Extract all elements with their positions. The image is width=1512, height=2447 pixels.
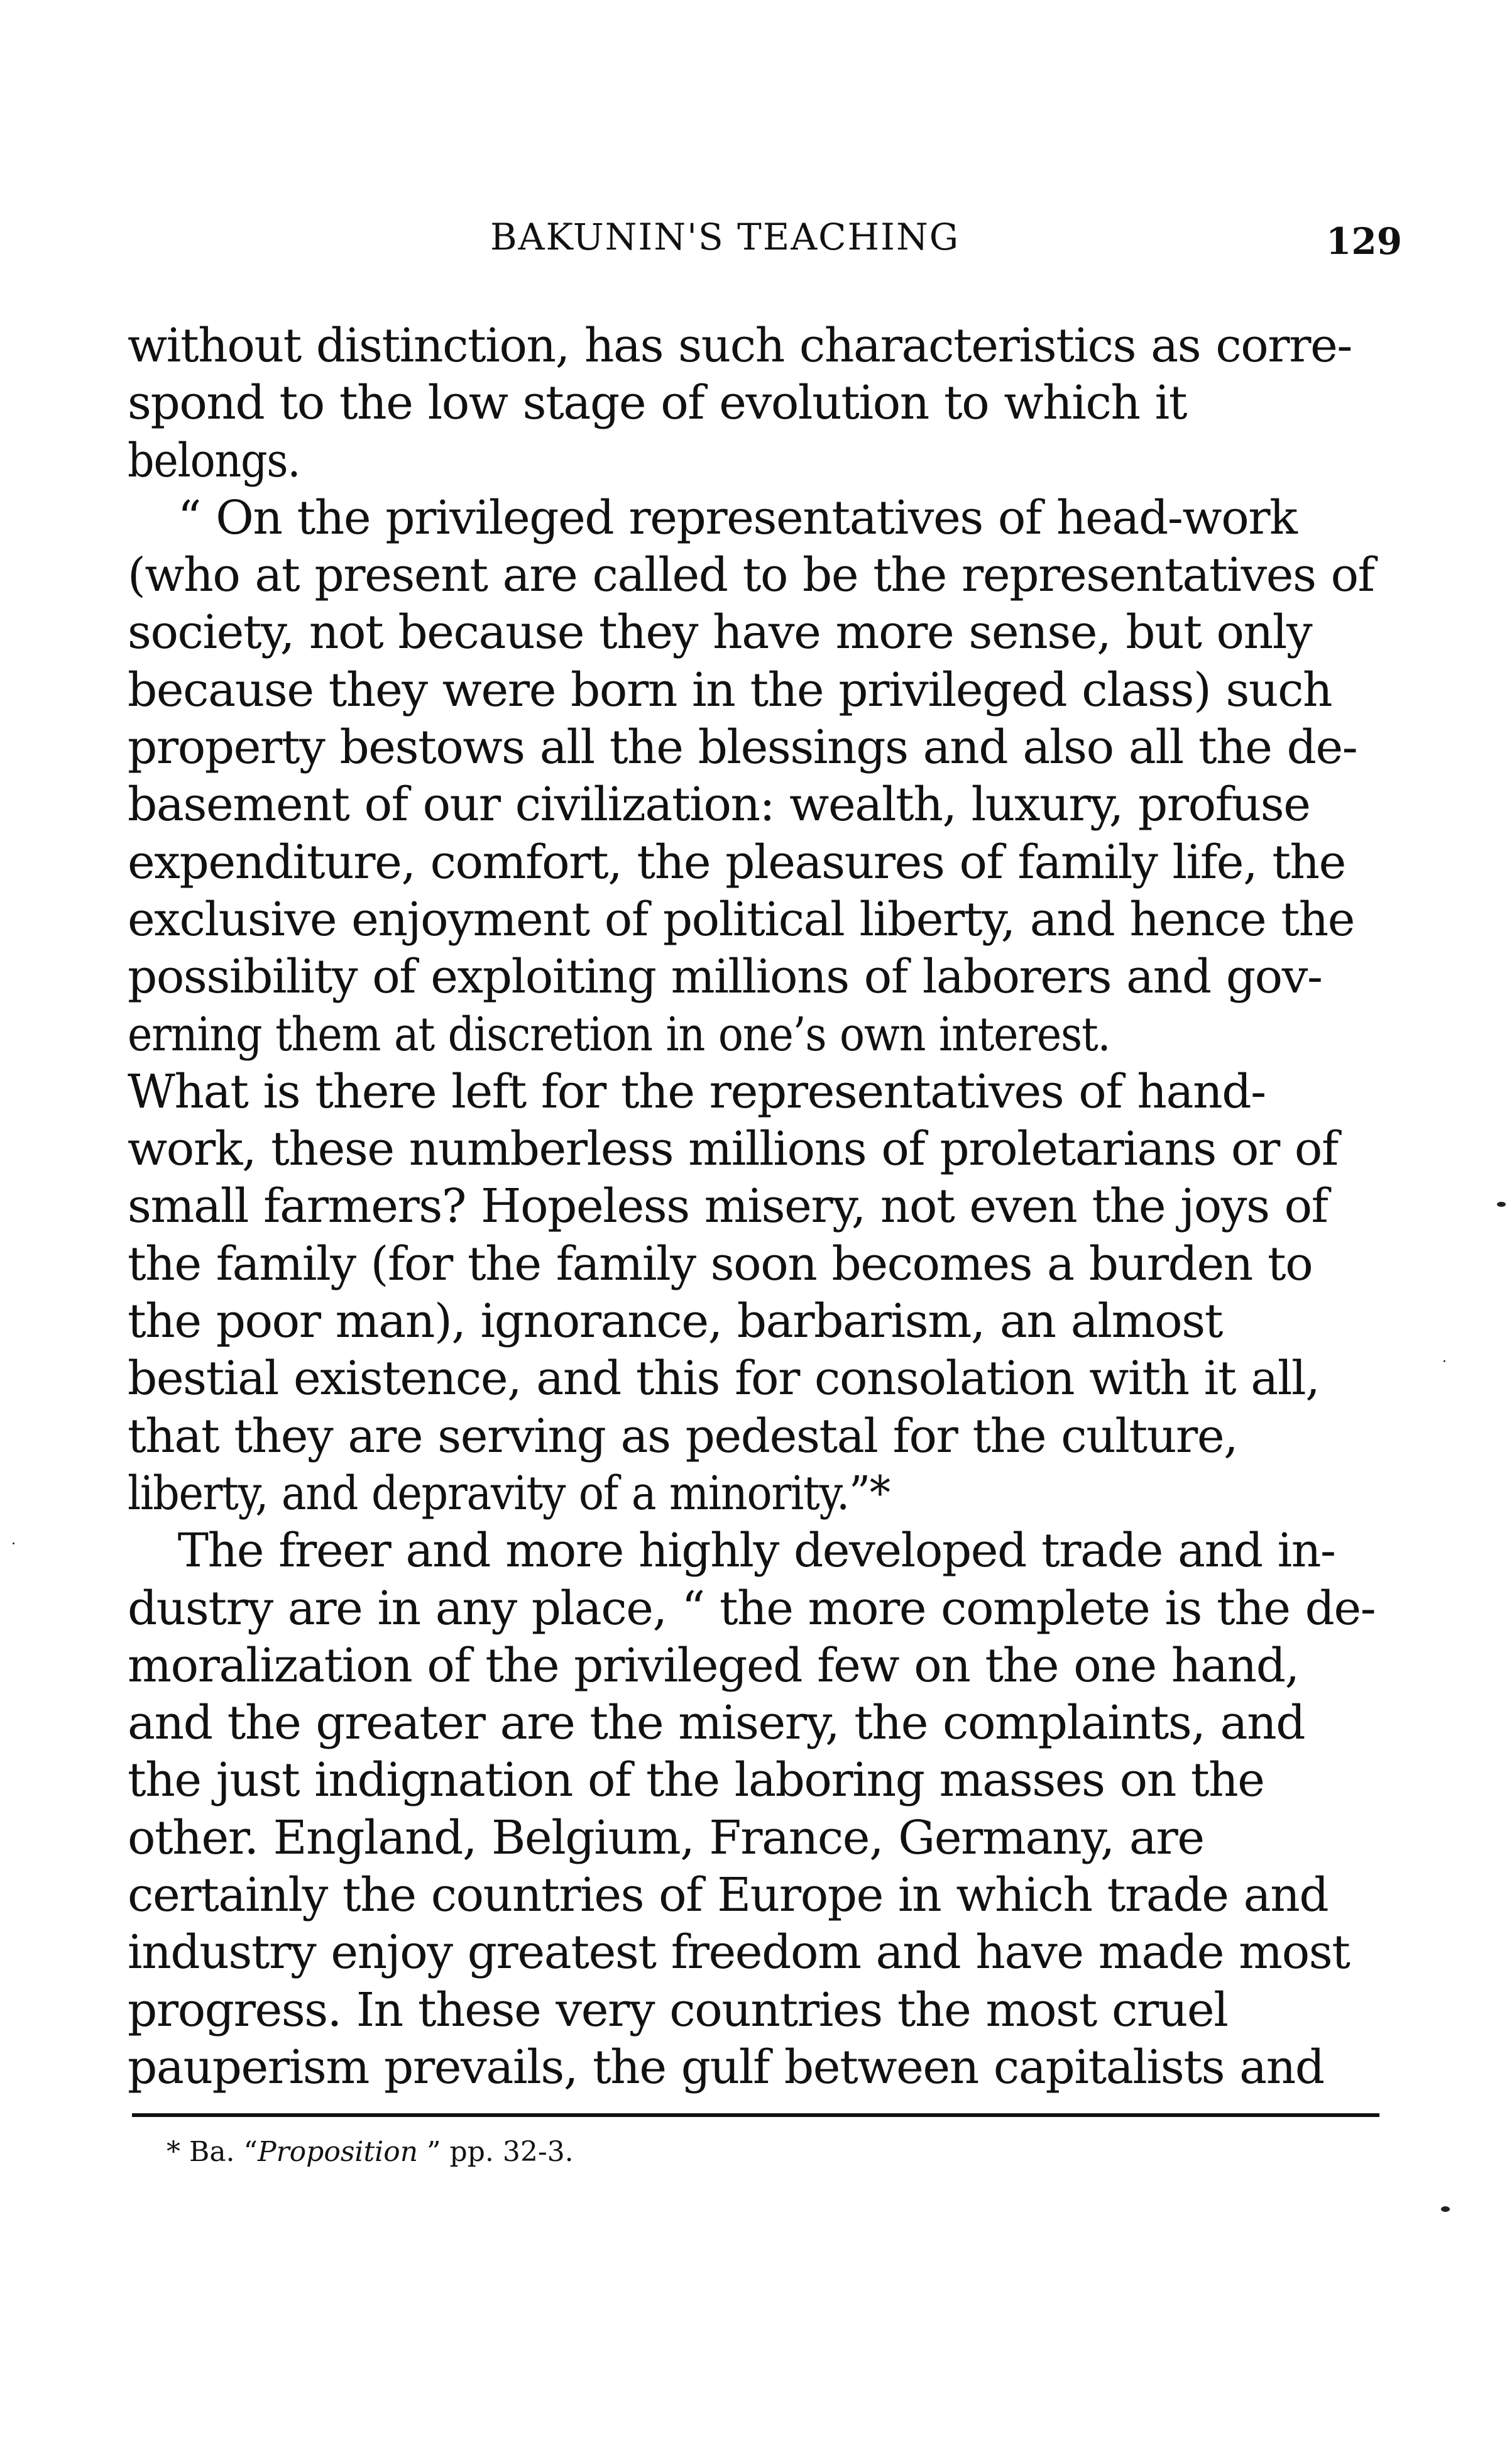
text-line: the family (for the family soon becomes a burden to — [128, 1236, 1313, 1291]
text-line: (who at present are called to be the representatives of — [128, 548, 1374, 603]
scan-speck — [1441, 2206, 1450, 2212]
text-line: “ On the privileged representatives of head-work — [177, 490, 1297, 545]
text-line: other. England, Belgium, France, Germany, are — [128, 1810, 1204, 1865]
text-line: expenditure, comfort, the pleasures of family life, the — [128, 835, 1345, 889]
text-line: that they are serving as pedestal for the culture, — [128, 1409, 1238, 1463]
footnote — [167, 2138, 574, 2166]
text-line: progress. In these very countries the most cruel — [128, 1982, 1228, 2037]
footnote-rule — [132, 2113, 1379, 2117]
text-line: bestial existence, and this for consolation with it all, — [128, 1351, 1320, 1406]
scan-speck — [1444, 1360, 1445, 1362]
scan-speck — [13, 1542, 14, 1544]
text-line: certainly the countries of Europe in which trade and — [128, 1868, 1328, 1923]
text-line: small farmers? Hopeless misery, not even the joys of — [128, 1179, 1328, 1234]
footnote-pages: ” pp. 32-3. — [418, 2136, 574, 2168]
running-head-title: BAKUNIN'S TEACHING — [490, 216, 960, 258]
footnote-marker: * Ba. “ — [167, 2136, 258, 2168]
footnote-title: Proposition — [258, 2136, 419, 2168]
text-line: the just indignation of the laboring masses on the — [128, 1753, 1264, 1808]
text-line: moralization of the privileged few on the one hand, — [128, 1638, 1299, 1693]
text-line: because they were born in the privileged class) such — [128, 663, 1332, 717]
text-line: exclusive enjoyment of political liberty, and hence the — [128, 892, 1355, 947]
text-line: erning them at discretion in one’s own interest. — [128, 1007, 1110, 1062]
page-number: 129 — [1326, 220, 1403, 263]
text-line: possibility of exploiting millions of laborers and gov- — [128, 950, 1322, 1004]
text-line: the poor man), ignorance, barbarism, an almost — [128, 1294, 1222, 1349]
scan-speck — [1497, 1202, 1506, 1207]
text-line: The freer and more highly developed trade and in- — [177, 1524, 1335, 1578]
text-line: industry enjoy greatest freedom and have made most — [128, 1925, 1350, 1980]
text-line: basement of our civilization: wealth, luxury, profuse — [128, 778, 1310, 832]
text-line: work, these numberless millions of proletarians or of — [128, 1122, 1338, 1177]
text-line: property bestows all the blessings and also all the de- — [128, 720, 1357, 775]
text-line: spond to the low stage of evolution to which it — [128, 376, 1187, 431]
text-line: society, not because they have more sense, but only — [128, 605, 1312, 660]
text-line: pauperism prevails, the gulf between capitalists and — [128, 2040, 1324, 2094]
text-line: dustry are in any place, “ the more complete is the de- — [128, 1581, 1376, 1636]
body-text — [128, 317, 1378, 2096]
text-line: and the greater are the misery, the complaints, and — [128, 1696, 1305, 1751]
text-line: What is there left for the representatives of hand- — [128, 1064, 1266, 1119]
text-line: liberty, and depravity of a minority.”* — [128, 1466, 890, 1520]
text-line: belongs. — [128, 433, 300, 488]
text-line: without distinction, has such characteristics as corre- — [128, 319, 1352, 373]
